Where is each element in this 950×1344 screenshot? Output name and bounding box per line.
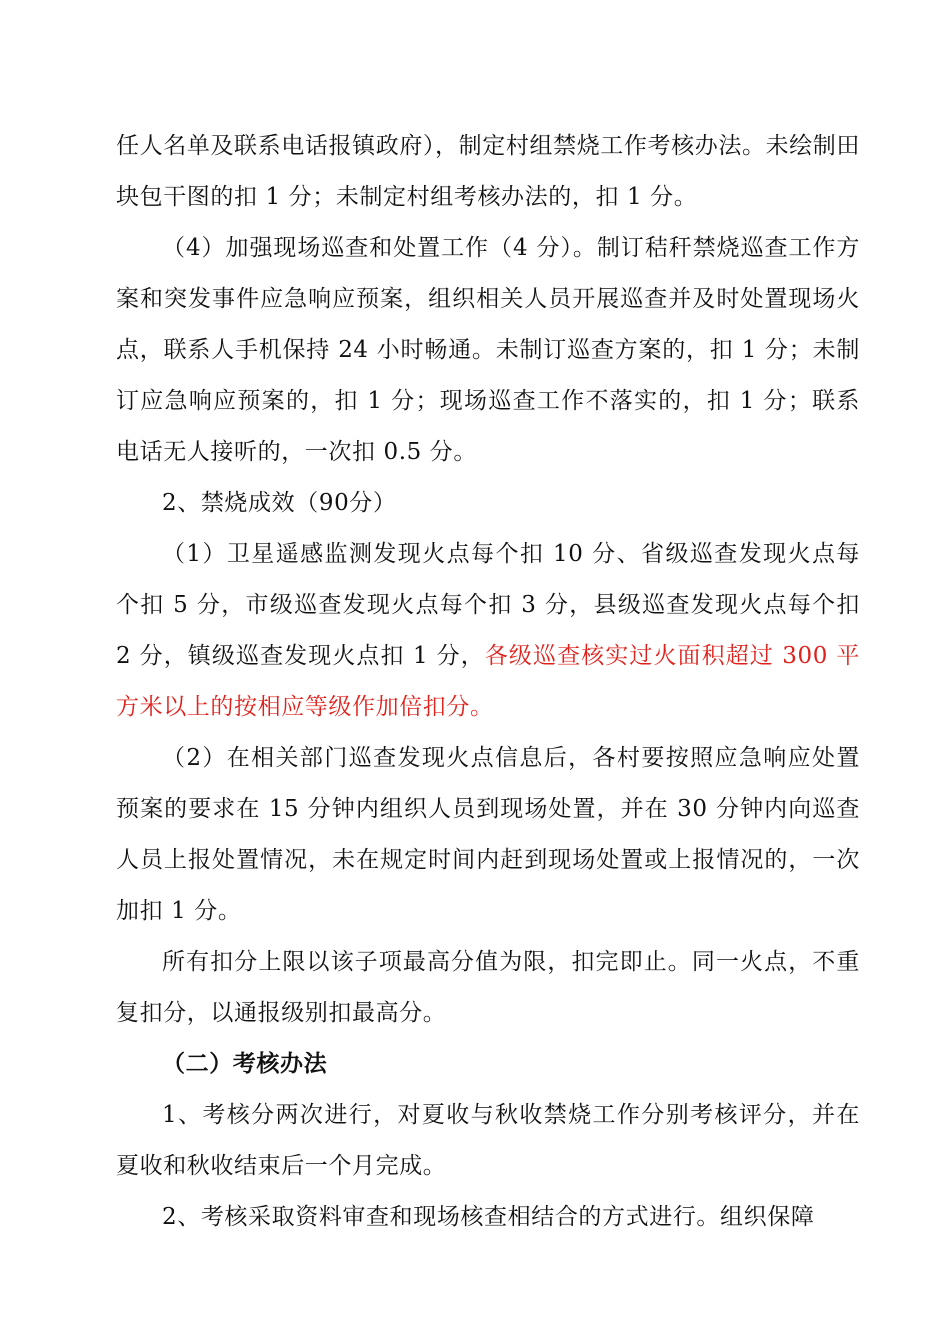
paragraph-deduction-limit: 所有扣分上限以该子项最高分值为限，扣完即止。同一火点，不重复扣分，以通报级别扣最高分。: [116, 949, 860, 1026]
paragraph-patrol-disposal: （4）加强现场巡查和处置工作（4 分）。制订秸秆禁烧巡查工作方案和突发事件应急响应预案，组织相关人员开展巡查并及时处置现场火点，联系人手机保持 24 小时畅通。未制订巡查方案的，扣 1 分；未制订应急响应预案的，扣 1 分；现场巡查工作不落实的，扣 1 分；联系电话无人接听的，一次扣 0.5 分。: [116, 235, 860, 465]
section-heading-assessment-method: （二）考核办法: [162, 1051, 328, 1077]
paragraph-assessment-schedule: 1、考核分两次进行，对夏收与秋收禁烧工作分别考核评分，并在夏收和秋收结束后一个月完成。: [116, 1102, 860, 1179]
paragraph-responsibility-list: 任人名单及联系电话报镇政府），制定村组禁烧工作考核办法。未绘制田块包干图的扣 1 分；未制定村组考核办法的，扣 1 分。: [116, 133, 860, 210]
paragraph-assessment-approach: 2、考核采取资料审查和现场核查相结合的方式进行。组织保障: [162, 1204, 815, 1230]
document-page: [116, 121, 860, 1243]
paragraph-fire-point-deduction: [116, 529, 860, 733]
paragraph-effect-title: 2、禁烧成效（90分）: [162, 490, 397, 516]
paragraph-response-time: （2）在相关部门巡查发现火点信息后，各村要按照应急响应处置预案的要求在 15 分钟内组织人员到现场处置，并在 30 分钟内向巡查人员上报处置情况，未在规定时间内赶到现场处置或上报情况的，一次加扣 1 分。: [116, 745, 860, 924]
double-deduction-highlight: 各级巡查核实过火面积超过 300 平方米以上的按相应等级作加倍扣分。: [116, 643, 860, 720]
fire-point-deduction-text: （1）卫星遥感监测发现火点每个扣 10 分、省级巡查发现火点每个扣 5 分，市级巡查发现火点每个扣 3 分，县级巡查发现火点每个扣 2 分，镇级巡查发现火点扣 1 分，: [116, 541, 860, 669]
